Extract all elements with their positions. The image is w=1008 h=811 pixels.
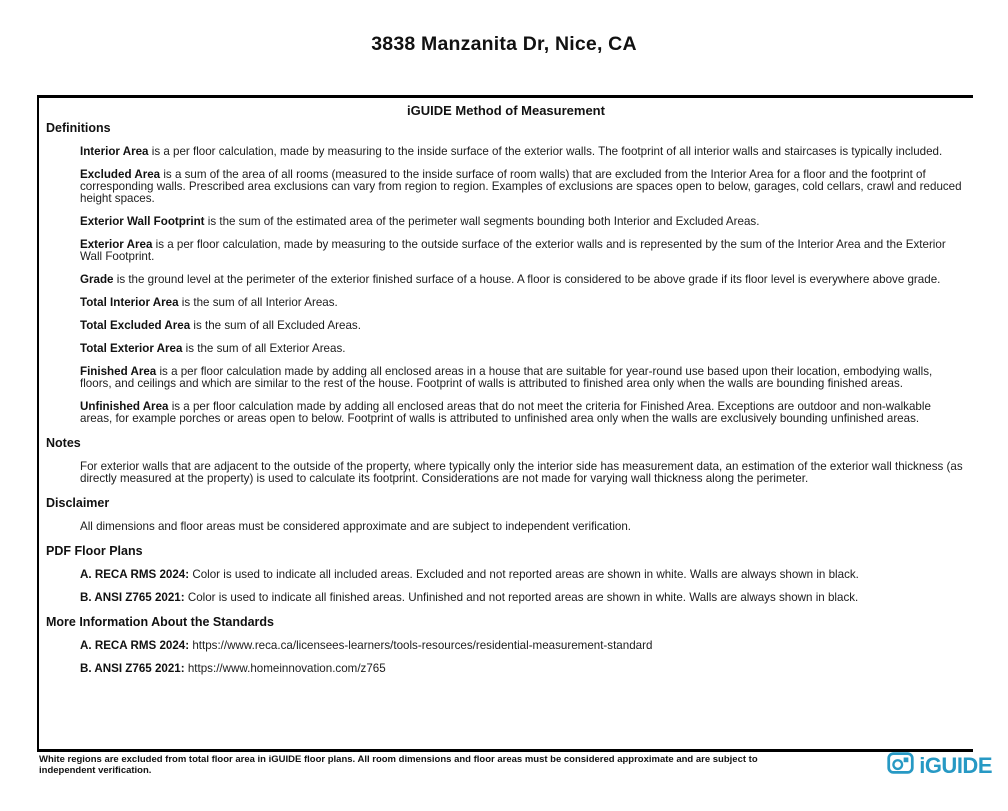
page	[0, 33, 1008, 778]
term-label: Total Interior Area	[80, 296, 179, 309]
paragraph: Excluded Area is a sum of the area of all rooms (measured to the inside surface of room walls) that are excluded from the Interior Area for a floor and the footprint of corresponding walls. Prescribed area exclusions can vary from region to region. Examples of exclusions are spaces open to below, garages, cold cellars, crawl and reduced height spaces.	[80, 168, 962, 205]
paragraph: A. RECA RMS 2024: Color is used to indicate all included areas. Excluded and not reported areas are shown in white. Walls are always shown in black.	[80, 568, 859, 581]
iguide-logo-text: iGUIDE	[919, 752, 992, 778]
paragraph: Exterior Wall Footprint is the sum of the estimated area of the perimeter wall segments bounding both Interior and Excluded Areas.	[80, 215, 760, 228]
standard-url[interactable]: https://www.homeinnovation.com/z765	[187, 662, 386, 675]
paragraph: Total Interior Area is the sum of all Interior Areas.	[80, 296, 338, 309]
term-label: Total Exterior Area	[80, 342, 183, 355]
section-heading: Notes	[46, 436, 81, 450]
paragraph: All dimensions and floor areas must be considered approximate and are subject to independent verification.	[80, 520, 632, 533]
paragraph: B. ANSI Z765 2021: Color is used to indicate all finished areas. Unfinished and not reported areas are shown in white. Walls are always shown in black.	[80, 591, 859, 604]
term-label: A. RECA RMS 2024:	[80, 568, 190, 581]
section-heading: PDF Floor Plans	[46, 544, 143, 558]
term-label: Unfinished Area	[80, 400, 169, 413]
iguide-logo	[887, 752, 992, 779]
term-label: A. RECA RMS 2024:	[80, 639, 190, 652]
term-label: B. ANSI Z765 2021:	[80, 591, 185, 604]
term-label: Total Excluded Area	[80, 319, 191, 332]
paragraph: Finished Area is a per floor calculation made by adding all enclosed areas in a house that are suitable for year-round use based upon their location, embodying walls, floors, and ceilings and which are similar to the rest of the house. Footprint of walls is attributed to finished area only when the walls are bounding finished areas.	[80, 365, 933, 390]
paragraph	[80, 640, 963, 652]
sections	[39, 118, 973, 675]
term-label: Finished Area	[80, 365, 157, 378]
section-heading: More Information About the Standards	[46, 615, 275, 629]
term-label: B. ANSI Z765 2021:	[80, 662, 185, 675]
section-heading: Definitions	[46, 121, 111, 135]
paragraph: Total Excluded Area is the sum of all Excluded Areas.	[80, 319, 361, 332]
footer-disclaimer: White regions are excluded from total floor area in iGUIDE floor plans. All room dimensions and floor areas must be considered approximate and are subject to independent verification.	[39, 754, 758, 776]
paragraph: Total Exterior Area is the sum of all Exterior Areas.	[80, 342, 346, 355]
paragraph: Exterior Area is a per floor calculation, made by measuring to the outside surface of the exterior walls and is represented by the sum of the Interior Area and the Exterior Wall Footprint.	[80, 238, 946, 263]
paragraph	[80, 663, 963, 675]
term-label: Exterior Area	[80, 238, 153, 251]
doc-subtitle: iGUIDE Method of Measurement	[407, 103, 605, 118]
term-label: Interior Area	[80, 145, 149, 158]
section-heading: Disclaimer	[46, 496, 110, 510]
term-label: Excluded Area	[80, 168, 161, 181]
paragraph: Interior Area is a per floor calculation, made by measuring to the inside surface of the exterior walls. The footprint of all interior walls and staircases is typically included.	[80, 145, 943, 158]
term-label: Exterior Wall Footprint	[80, 215, 205, 228]
content-frame	[37, 95, 973, 752]
term-label: Grade	[80, 273, 114, 286]
paragraph: For exterior walls that are adjacent to the outside of the property, where typically only the interior side has measurement data, an estimation of the exterior wall thickness (as directly measured at the property) is used to calculate its footprint. Considerations are not made for varying wall thickness along the perimeter.	[80, 460, 963, 485]
paragraph: Grade is the ground level at the perimeter of the exterior finished surface of a house. A floor is considered to be above grade if its floor level is everywhere above grade.	[80, 273, 941, 286]
standard-url[interactable]: https://www.reca.ca/licensees-learners/tools-resources/residential-measurement-standard	[192, 639, 653, 652]
paragraph: Unfinished Area is a per floor calculation made by adding all enclosed areas that do not meet the criteria for Finished Area. Exceptions are outdoor and non-walkable areas, for example porches or areas open to below. Footprint of walls is attributed to unfinished area only when the walls are exclusively bounding unfinished areas.	[80, 400, 931, 425]
page-title: 3838 Manzanita Dr, Nice, CA	[371, 33, 637, 55]
iguide-logo-icon	[887, 752, 914, 779]
